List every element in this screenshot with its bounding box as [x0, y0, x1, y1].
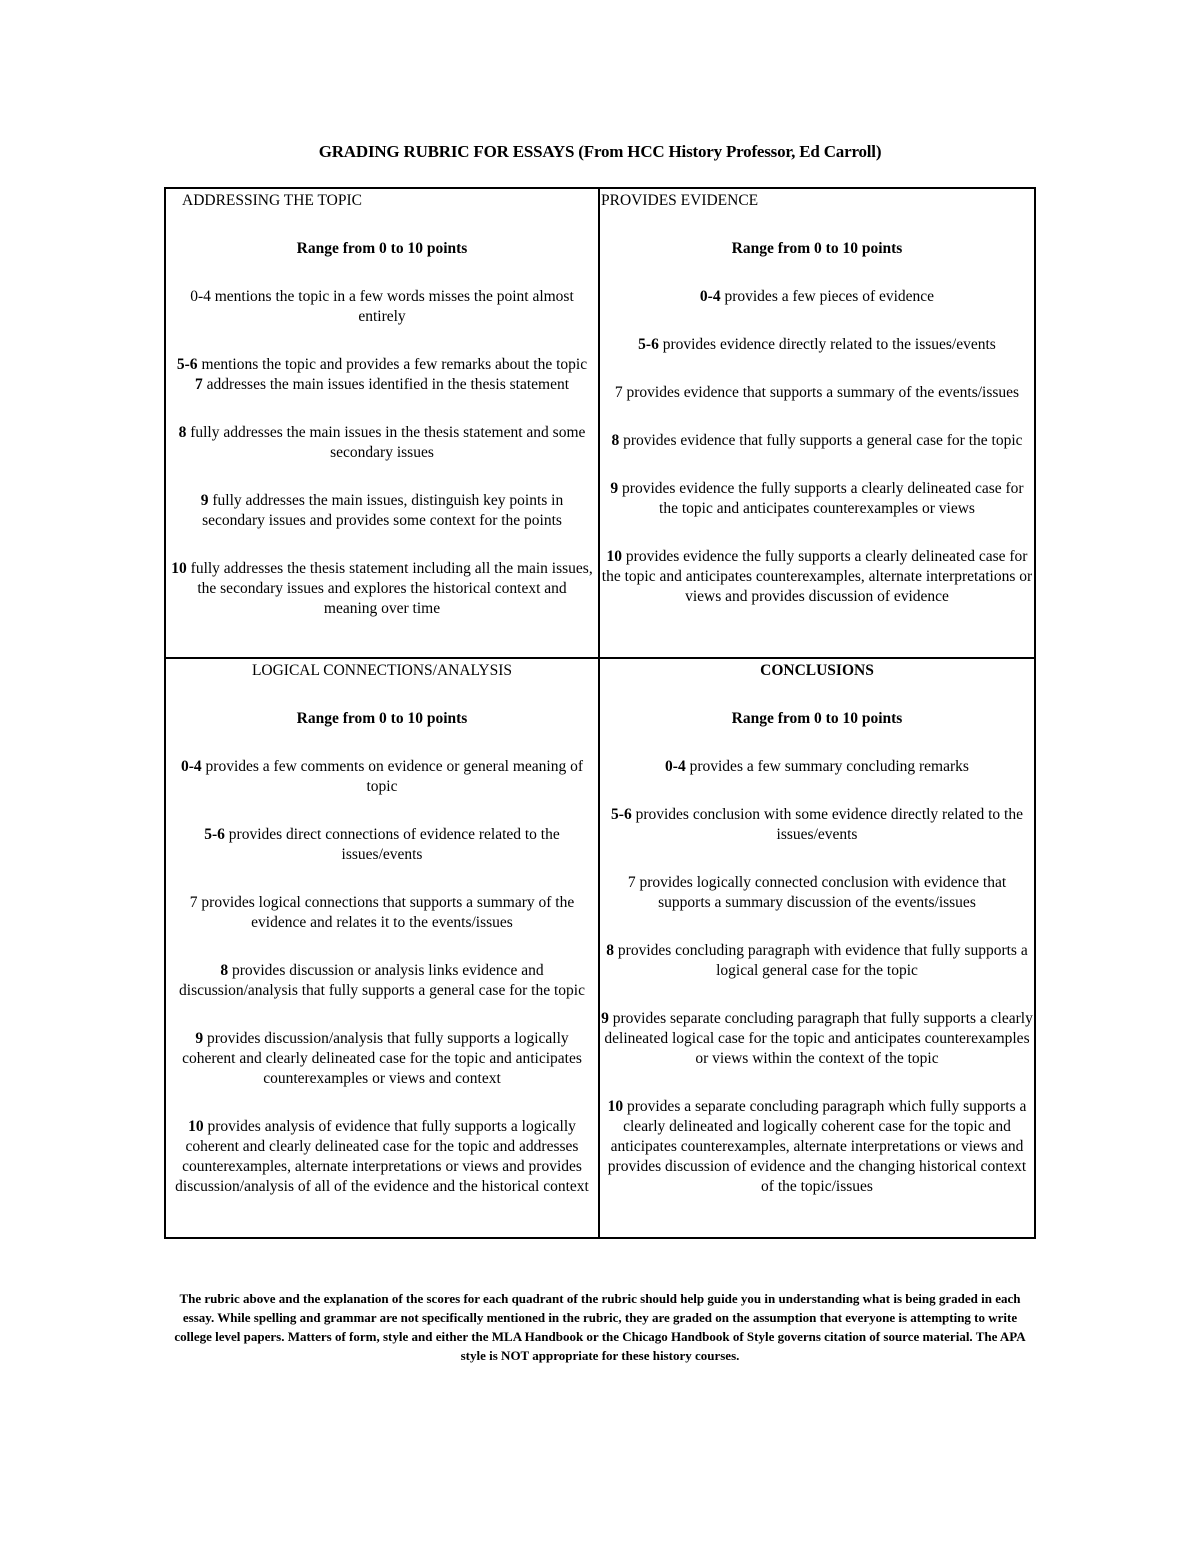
quadrant-heading: CONCLUSIONS — [760, 662, 874, 679]
score-value: 8 — [178, 424, 187, 441]
score-value: 5-6 — [176, 356, 198, 373]
score-value: 10 — [188, 1118, 204, 1135]
score-value: 0-4 — [699, 288, 721, 305]
score-value: 8 — [606, 942, 615, 959]
score-item — [170, 1029, 594, 1089]
score-value: 10 — [606, 548, 623, 565]
score-description: provides conclusion with some evidence directly related to the issues/events — [631, 806, 1023, 843]
score-item — [601, 805, 1033, 845]
score-item — [170, 355, 594, 375]
score-item — [170, 559, 594, 619]
page-title: GRADING RUBRIC FOR ESSAYS (From HCC History Professor, Ed Carroll) — [318, 142, 882, 161]
score-description: provides a separate concluding paragraph which fully supports a clearly delineated and logically coherent case for the topic and anticipates counterexamples, alternate interpretations or views and provides discussion of evidence and the changing historical context of the topic/issues — [607, 1098, 1027, 1195]
score-value: 10 — [171, 560, 187, 577]
score-value: 9 — [195, 1030, 204, 1047]
score-item — [601, 547, 1033, 607]
score-item — [170, 757, 594, 797]
score-item — [601, 287, 1033, 307]
score-item — [170, 375, 594, 395]
quadrant-conclusions — [601, 661, 1033, 1236]
score-description: provides evidence the fully supports a clearly delineated case for the topic and anticipates counterexamples or views — [618, 480, 1024, 517]
score-item — [170, 893, 594, 933]
score-item — [601, 383, 1033, 403]
score-description: provides a few comments on evidence or general meaning of topic — [201, 758, 583, 795]
score-description: provides discussion or analysis links evidence and discussion/analysis that fully supports a general case for the topic — [179, 962, 585, 999]
rubric-vertical-divider — [598, 189, 600, 1237]
quadrant-provides-evidence — [601, 191, 1033, 656]
score-value: 8 — [220, 962, 229, 979]
score-value: 0-4 — [180, 758, 202, 775]
score-item — [601, 479, 1033, 519]
score-item — [170, 825, 594, 865]
score-item — [170, 287, 594, 327]
score-item — [601, 1009, 1033, 1069]
score-description: provides evidence that fully supports a general case for the topic — [619, 432, 1023, 449]
range-label: Range from 0 to 10 points — [731, 710, 903, 727]
range-label: Range from 0 to 10 points — [731, 240, 903, 257]
score-description: fully addresses the main issues in the thesis statement and some secondary issues — [186, 424, 586, 461]
score-description: provides evidence the fully supports a clearly delineated case for the topic and anticipates counterexamples, alternate interpretations or views and provides discussion of evidence — [601, 548, 1033, 605]
score-value: 5-6 — [638, 336, 659, 353]
quadrant-logical-connections-analysis — [170, 661, 594, 1236]
score-value: 8 — [611, 432, 620, 449]
score-value: 5-6 — [611, 806, 632, 823]
score-description: provides a few pieces of evidence — [720, 288, 935, 305]
score-description: provides a few summary concluding remarks — [685, 758, 969, 775]
score-description: provides evidence directly related to the issues/events — [658, 336, 996, 353]
score-item — [601, 873, 1033, 913]
score-value: 10 — [607, 1098, 624, 1115]
score-item — [601, 431, 1033, 451]
rubric-horizontal-divider — [166, 657, 1034, 659]
score-description: 7 provides evidence that supports a summary of the events/issues — [614, 384, 1020, 401]
score-value: 9 — [200, 492, 209, 509]
score-description: fully addresses the main issues, distinguish key points in secondary issues and provides some context for the points — [202, 492, 564, 529]
score-description: mentions the topic and provides a few remarks about the topic — [197, 356, 588, 373]
score-description: provides analysis of evidence that fully supports a logically coherent and clearly delineated case for the topic and addresses counterexamples, alternate interpretations or views and provides discussion/analysis of all of the evidence and the historical context — [175, 1118, 589, 1195]
score-value: 9 — [610, 480, 619, 497]
score-item — [170, 491, 594, 531]
score-description: provides separate concluding paragraph that fully supports a clearly delineated logical case for the topic and anticipates counterexamples or views within the context of the topic — [604, 1010, 1033, 1067]
score-description: addresses the main issues identified in the thesis statement — [202, 376, 570, 393]
range-label: Range from 0 to 10 points — [296, 710, 468, 727]
score-description: provides concluding paragraph with evidence that fully supports a logical general case for the topic — [614, 942, 1028, 979]
score-description: provides discussion/analysis that fully supports a logically coherent and clearly delineated case for the topic and anticipates counterexamples or views and context — [182, 1030, 582, 1087]
quadrant-heading: ADDRESSING THE TOPIC — [182, 192, 362, 209]
score-item — [170, 1117, 594, 1197]
score-item — [601, 1097, 1033, 1197]
score-item — [170, 423, 594, 463]
footer-note: The rubric above and the explanation of the scores for each quadrant of the rubric should help guide you in understanding what is being graded in each essay. While spelling and grammar are not specifically mentioned in the rubric, they are graded on the assumption that everyone is attempting to write college level papers. Matters of form, style and either the MLA Handbook or the Chicago Handbook of Style governs citation of source material. The APA style is NOT appropriate for these history courses. — [174, 1291, 1026, 1363]
quadrant-heading: LOGICAL CONNECTIONS/ANALYSIS — [251, 662, 513, 679]
score-description: 7 provides logically connected conclusion with evidence that supports a summary discussion of the events/issues — [627, 874, 1007, 911]
score-item — [601, 941, 1033, 981]
score-description: provides direct connections of evidence related to the issues/events — [224, 826, 560, 863]
score-value: 0-4 — [665, 758, 686, 775]
score-value: 7 — [194, 376, 203, 393]
score-description: 7 provides logical connections that supports a summary of the evidence and relates it to the events/issues — [189, 894, 575, 931]
score-description: fully addresses the thesis statement including all the main issues, the secondary issues and explores the historical context and meaning over time — [186, 560, 593, 617]
quadrant-heading: PROVIDES EVIDENCE — [601, 192, 759, 209]
score-value: 9 — [601, 1010, 609, 1027]
score-item — [601, 335, 1033, 355]
range-label: Range from 0 to 10 points — [296, 240, 468, 257]
score-description: 0-4 mentions the topic in a few words misses the point almost entirely — [190, 288, 574, 325]
score-item — [601, 757, 1033, 777]
quadrant-addressing-the-topic — [170, 191, 594, 656]
score-item — [170, 961, 594, 1001]
score-value: 5-6 — [204, 826, 225, 843]
